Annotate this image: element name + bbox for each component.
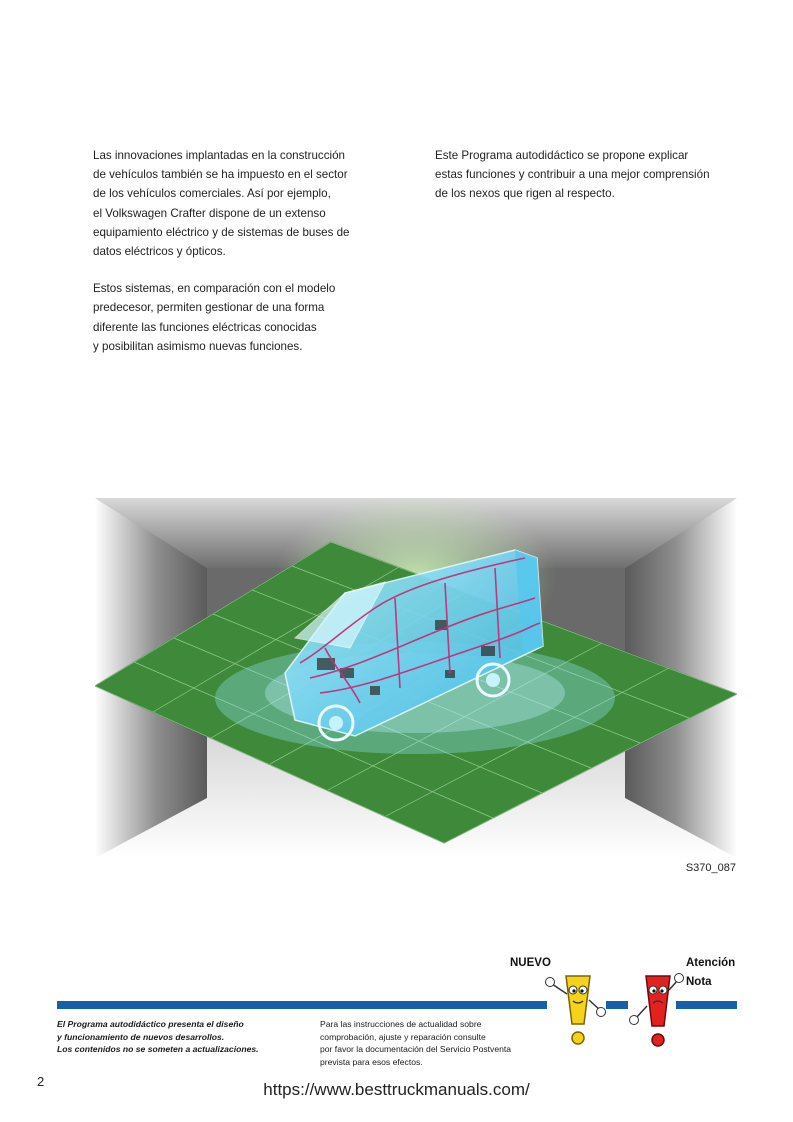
van-wiring-illustration xyxy=(95,498,737,858)
page-number: 2 xyxy=(37,1074,45,1089)
yellow-exclamation-mascot-icon xyxy=(544,970,606,1046)
intro-right-column xyxy=(435,146,755,222)
legend-atencion-label: Atención xyxy=(686,957,736,969)
legend-nuevo-label: NUEVO xyxy=(510,957,551,969)
intro-paragraph-2: Estos sistemas, en comparación con el modelo predecesor, permiten gestionar de una forma diferente las funciones eléctricas conocidas y posibilitan asimismo nuevas funciones. xyxy=(93,282,336,353)
legend-divider-bar xyxy=(606,1001,628,1009)
legend-divider-bar xyxy=(676,1001,737,1009)
figure-id: S370_087 xyxy=(685,862,736,874)
legend-nota-label: Nota xyxy=(686,976,712,988)
footer-note-right: Para las instrucciones de actualidad sobre comprobación, ajuste y reparación consulte por favor la documentación del Servicio Postventa prevista para esos efectos. xyxy=(320,1019,512,1067)
footer-note-left: El Programa autodidáctico presenta el diseño y funcionamiento de nuevos desarrollos. Los contenidos no se someten a actualizaciones. xyxy=(57,1019,259,1055)
intro-left-column xyxy=(93,146,393,374)
intro-paragraph-3: Este Programa autodidáctico se propone explicar estas funciones y contribuir a una mejor comprensión de los nexos que rigen al respecto. xyxy=(435,149,710,201)
legend-atencion-labels xyxy=(686,954,735,992)
legend-divider-bar xyxy=(57,1001,547,1009)
red-exclamation-mascot-icon xyxy=(628,970,684,1048)
source-url-link[interactable]: https://www.besttruckmanuals.com/ xyxy=(263,1080,530,1099)
intro-paragraph-1: Las innovaciones implantadas en la construcción de vehículos también se ha impuesto en el sector de los vehículos comerciales. Así por ejemplo, el Volkswagen Crafter dispone de un extenso equipamiento eléctrico y de sistemas de buses de datos eléctricos y ópticos. xyxy=(93,149,350,259)
